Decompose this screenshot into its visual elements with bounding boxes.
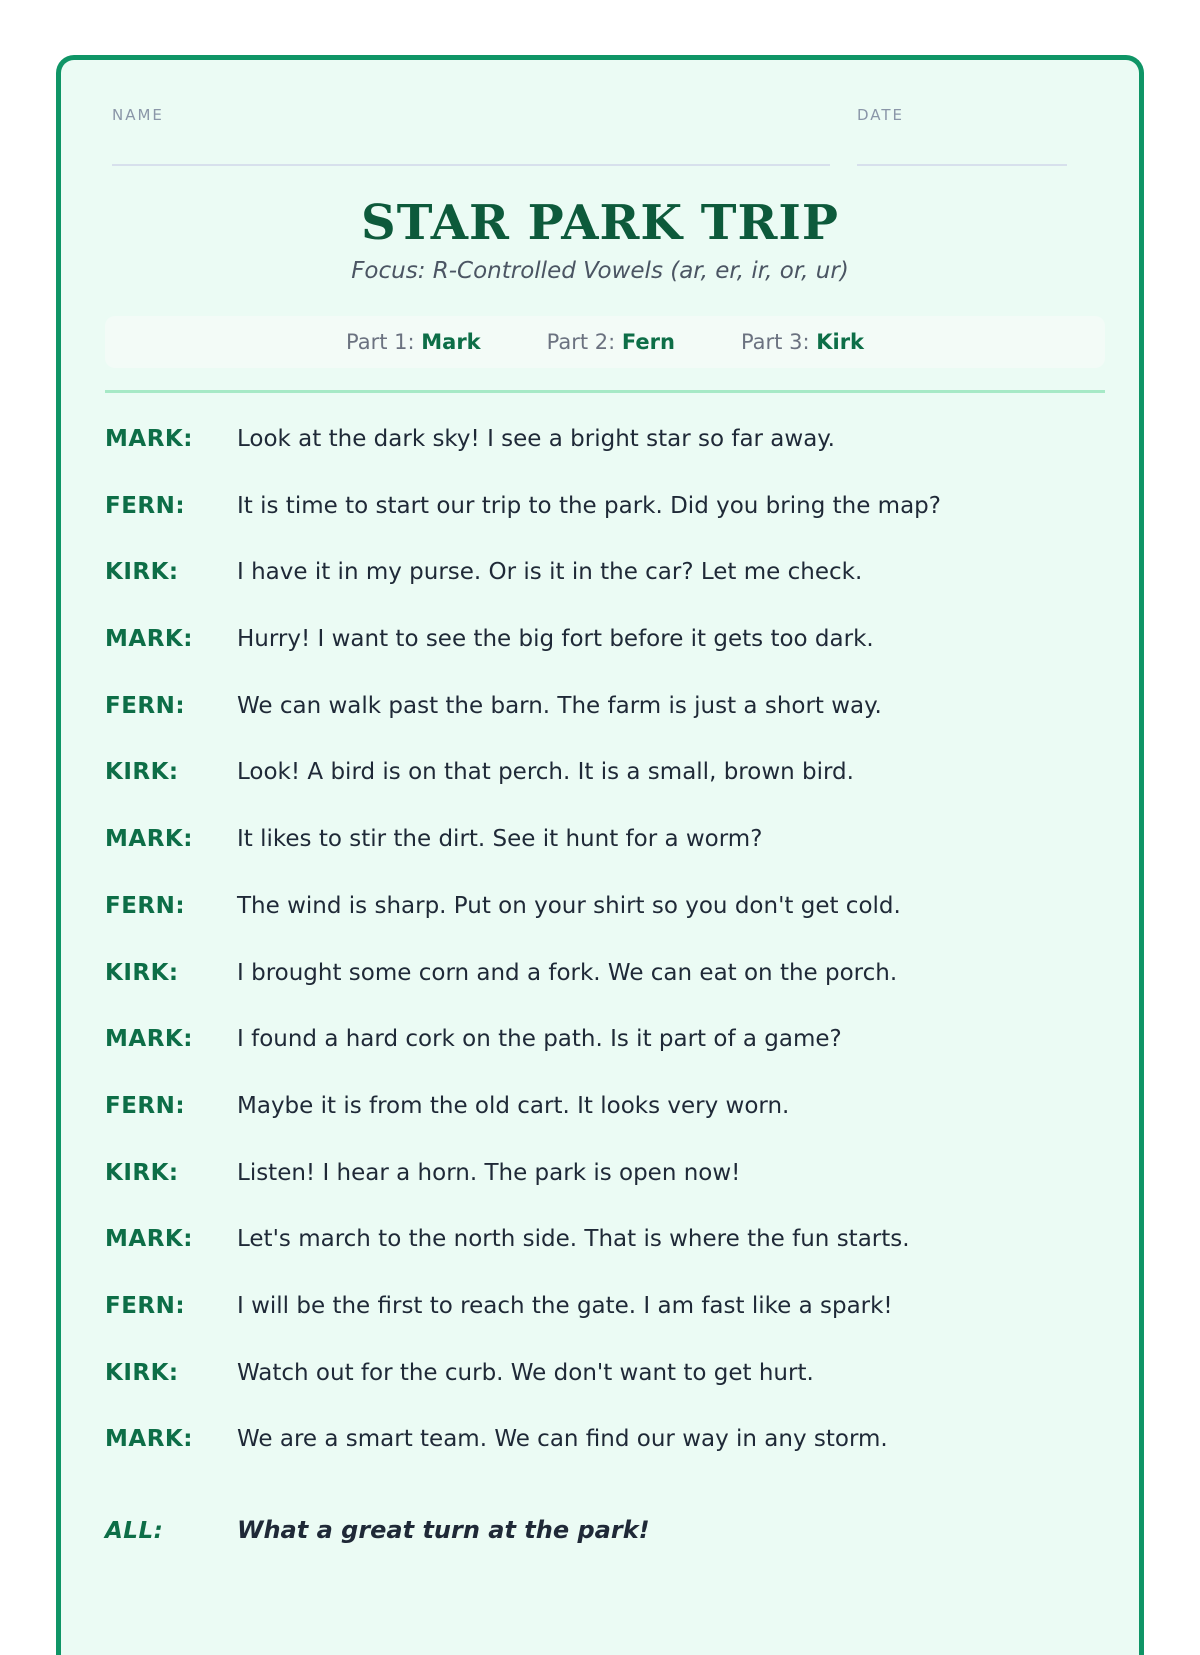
speech: Let's march to the north side. That is where the fun starts.	[237, 1226, 910, 1253]
speech: I brought some corn and a fork. We can eat on the porch.	[237, 959, 898, 986]
speaker: FERN:	[105, 492, 186, 519]
script-line	[105, 893, 1105, 960]
page-subtitle: Focus: R-Controlled Vowels (ar, er, ir, or, ur)	[351, 258, 849, 284]
speech: We are a smart team. We can find our way in any storm.	[237, 1426, 888, 1453]
part-2-label: Part 2:	[546, 330, 616, 354]
speech: I found a hard cork on the path. Is it part of a game?	[237, 1026, 842, 1053]
final-line	[105, 1516, 650, 1544]
script-line	[105, 1160, 1105, 1227]
speaker: KIRK:	[105, 959, 179, 986]
script-line	[105, 759, 1105, 826]
speaker: MARK:	[105, 1226, 193, 1253]
speaker: FERN:	[105, 892, 186, 919]
speech: Watch out for the curb. We don't want to get hurt.	[237, 1359, 814, 1386]
worksheet	[56, 55, 1144, 1655]
speech: The wind is sharp. Put on your shirt so you don't get cold.	[237, 892, 901, 919]
part-3-name: Kirk	[816, 330, 865, 354]
script-line	[105, 426, 1105, 493]
speech: Listen! I hear a horn. The park is open now!	[237, 1159, 741, 1186]
script-line	[105, 693, 1105, 760]
part-3-label: Part 3:	[740, 330, 810, 354]
speech: Hurry! I want to see the big fort before it gets too dark.	[237, 626, 874, 653]
page-title: STAR PARK TRIP	[361, 195, 839, 251]
script-line	[105, 493, 1105, 560]
speaker: MARK:	[105, 626, 193, 653]
part-1-name: Mark	[421, 330, 481, 354]
script-lines	[105, 426, 1105, 1493]
parts-bar	[105, 316, 1105, 368]
name-label: NAME	[112, 106, 164, 124]
script-line	[105, 1360, 1105, 1427]
speaker: MARK:	[105, 426, 193, 452]
part-1	[346, 330, 481, 354]
speech: We can walk past the barn. The farm is just a short way.	[237, 692, 882, 719]
script-line	[105, 1226, 1105, 1293]
speaker: FERN:	[105, 692, 186, 719]
date-label: DATE	[857, 106, 905, 124]
script-line	[105, 826, 1105, 893]
speaker: KIRK:	[105, 1159, 179, 1186]
part-2	[547, 330, 675, 354]
date-line[interactable]	[857, 164, 1067, 166]
speaker: KIRK:	[105, 559, 179, 586]
name-line[interactable]	[112, 164, 830, 166]
speaker: MARK:	[105, 826, 193, 853]
speaker: KIRK:	[105, 1359, 179, 1386]
final-speech: What a great turn at the park!	[237, 1516, 650, 1544]
script-line	[105, 626, 1105, 693]
part-2-name: Fern	[621, 330, 675, 354]
speaker: FERN:	[105, 1292, 186, 1319]
speech: Look! A bird is on that perch. It is a small, brown bird.	[237, 759, 854, 786]
speaker: MARK:	[105, 1026, 193, 1053]
speech: Maybe it is from the old cart. It looks very worn.	[237, 1092, 790, 1119]
final-speaker: ALL:	[105, 1518, 164, 1544]
script-line	[105, 1093, 1105, 1160]
script-line	[105, 1026, 1105, 1093]
part-3	[741, 330, 864, 354]
speech: It is time to start our trip to the park. Did you bring the map?	[237, 492, 941, 519]
speaker: MARK:	[105, 1426, 193, 1453]
script-line	[105, 559, 1105, 626]
part-1-label: Part 1:	[345, 330, 415, 354]
speech: It likes to stir the dirt. See it hunt for a worm?	[237, 826, 763, 853]
script-line	[105, 1293, 1105, 1360]
speech: I have it in my purse. Or is it in the car? Let me check.	[237, 559, 863, 586]
speech: I will be the first to reach the gate. I am fast like a spark!	[237, 1292, 893, 1319]
speaker: KIRK:	[105, 759, 179, 786]
divider	[105, 390, 1105, 393]
speaker: FERN:	[105, 1092, 186, 1119]
script-line	[105, 960, 1105, 1027]
script-line	[105, 1426, 1105, 1493]
speech: Look at the dark sky! I see a bright star so far away.	[237, 426, 835, 452]
